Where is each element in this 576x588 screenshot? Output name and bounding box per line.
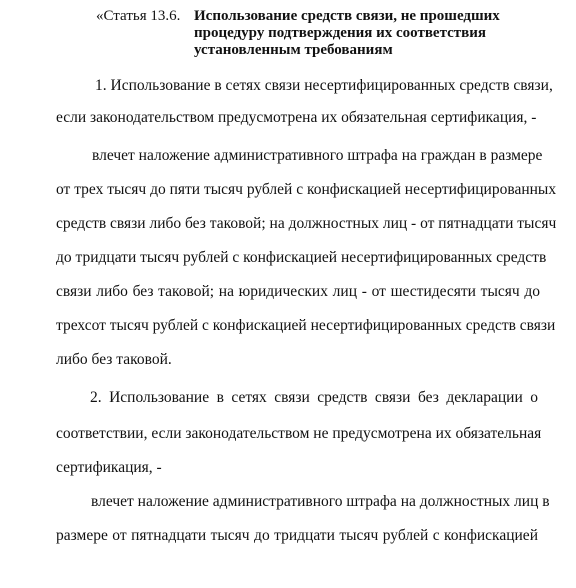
- article-heading: [96, 8, 536, 59]
- text-line: 2. Использование в сетях связи средств связи без декларации о: [90, 389, 538, 406]
- text-line: 1. Использование в сетях связи несертифицированных средств связи,: [95, 77, 553, 94]
- text-line: либо без таковой.: [56, 351, 172, 368]
- text-line: сертификация, -: [56, 459, 162, 476]
- article-title: Использование средств связи, не прошедших процедуру подтверждения их соответствия установленным требованиям: [194, 8, 500, 58]
- text-line: связи либо без таковой; на юридических лиц - от шестидесяти тысяч до: [56, 283, 540, 300]
- article-number: «Статья 13.6.: [96, 8, 181, 24]
- text-line: если законодательством предусмотрена их обязательная сертификация, -: [56, 109, 537, 126]
- text-line: до тридцати тысяч рублей с конфискацией несертифицированных средств: [56, 249, 547, 266]
- text-line: средств связи либо без таковой; на должностных лиц - от пятнадцати тысяч: [56, 215, 557, 232]
- text-line: размере от пятнадцати тысяч до тридцати тысяч рублей с конфискацией: [56, 527, 538, 544]
- text-line: влечет наложение административного штрафа на должностных лиц в: [91, 493, 550, 510]
- text-line: от трех тысяч до пяти тысяч рублей с конфискацией несертифицированных: [56, 181, 557, 198]
- text-line: соответствии, если законодательством не предусмотрена их обязательная: [56, 425, 542, 442]
- text-line: влечет наложение административного штрафа на граждан в размере: [92, 147, 543, 164]
- text-line: трехсот тысяч рублей с конфискацией несертифицированных средств связи: [56, 317, 556, 334]
